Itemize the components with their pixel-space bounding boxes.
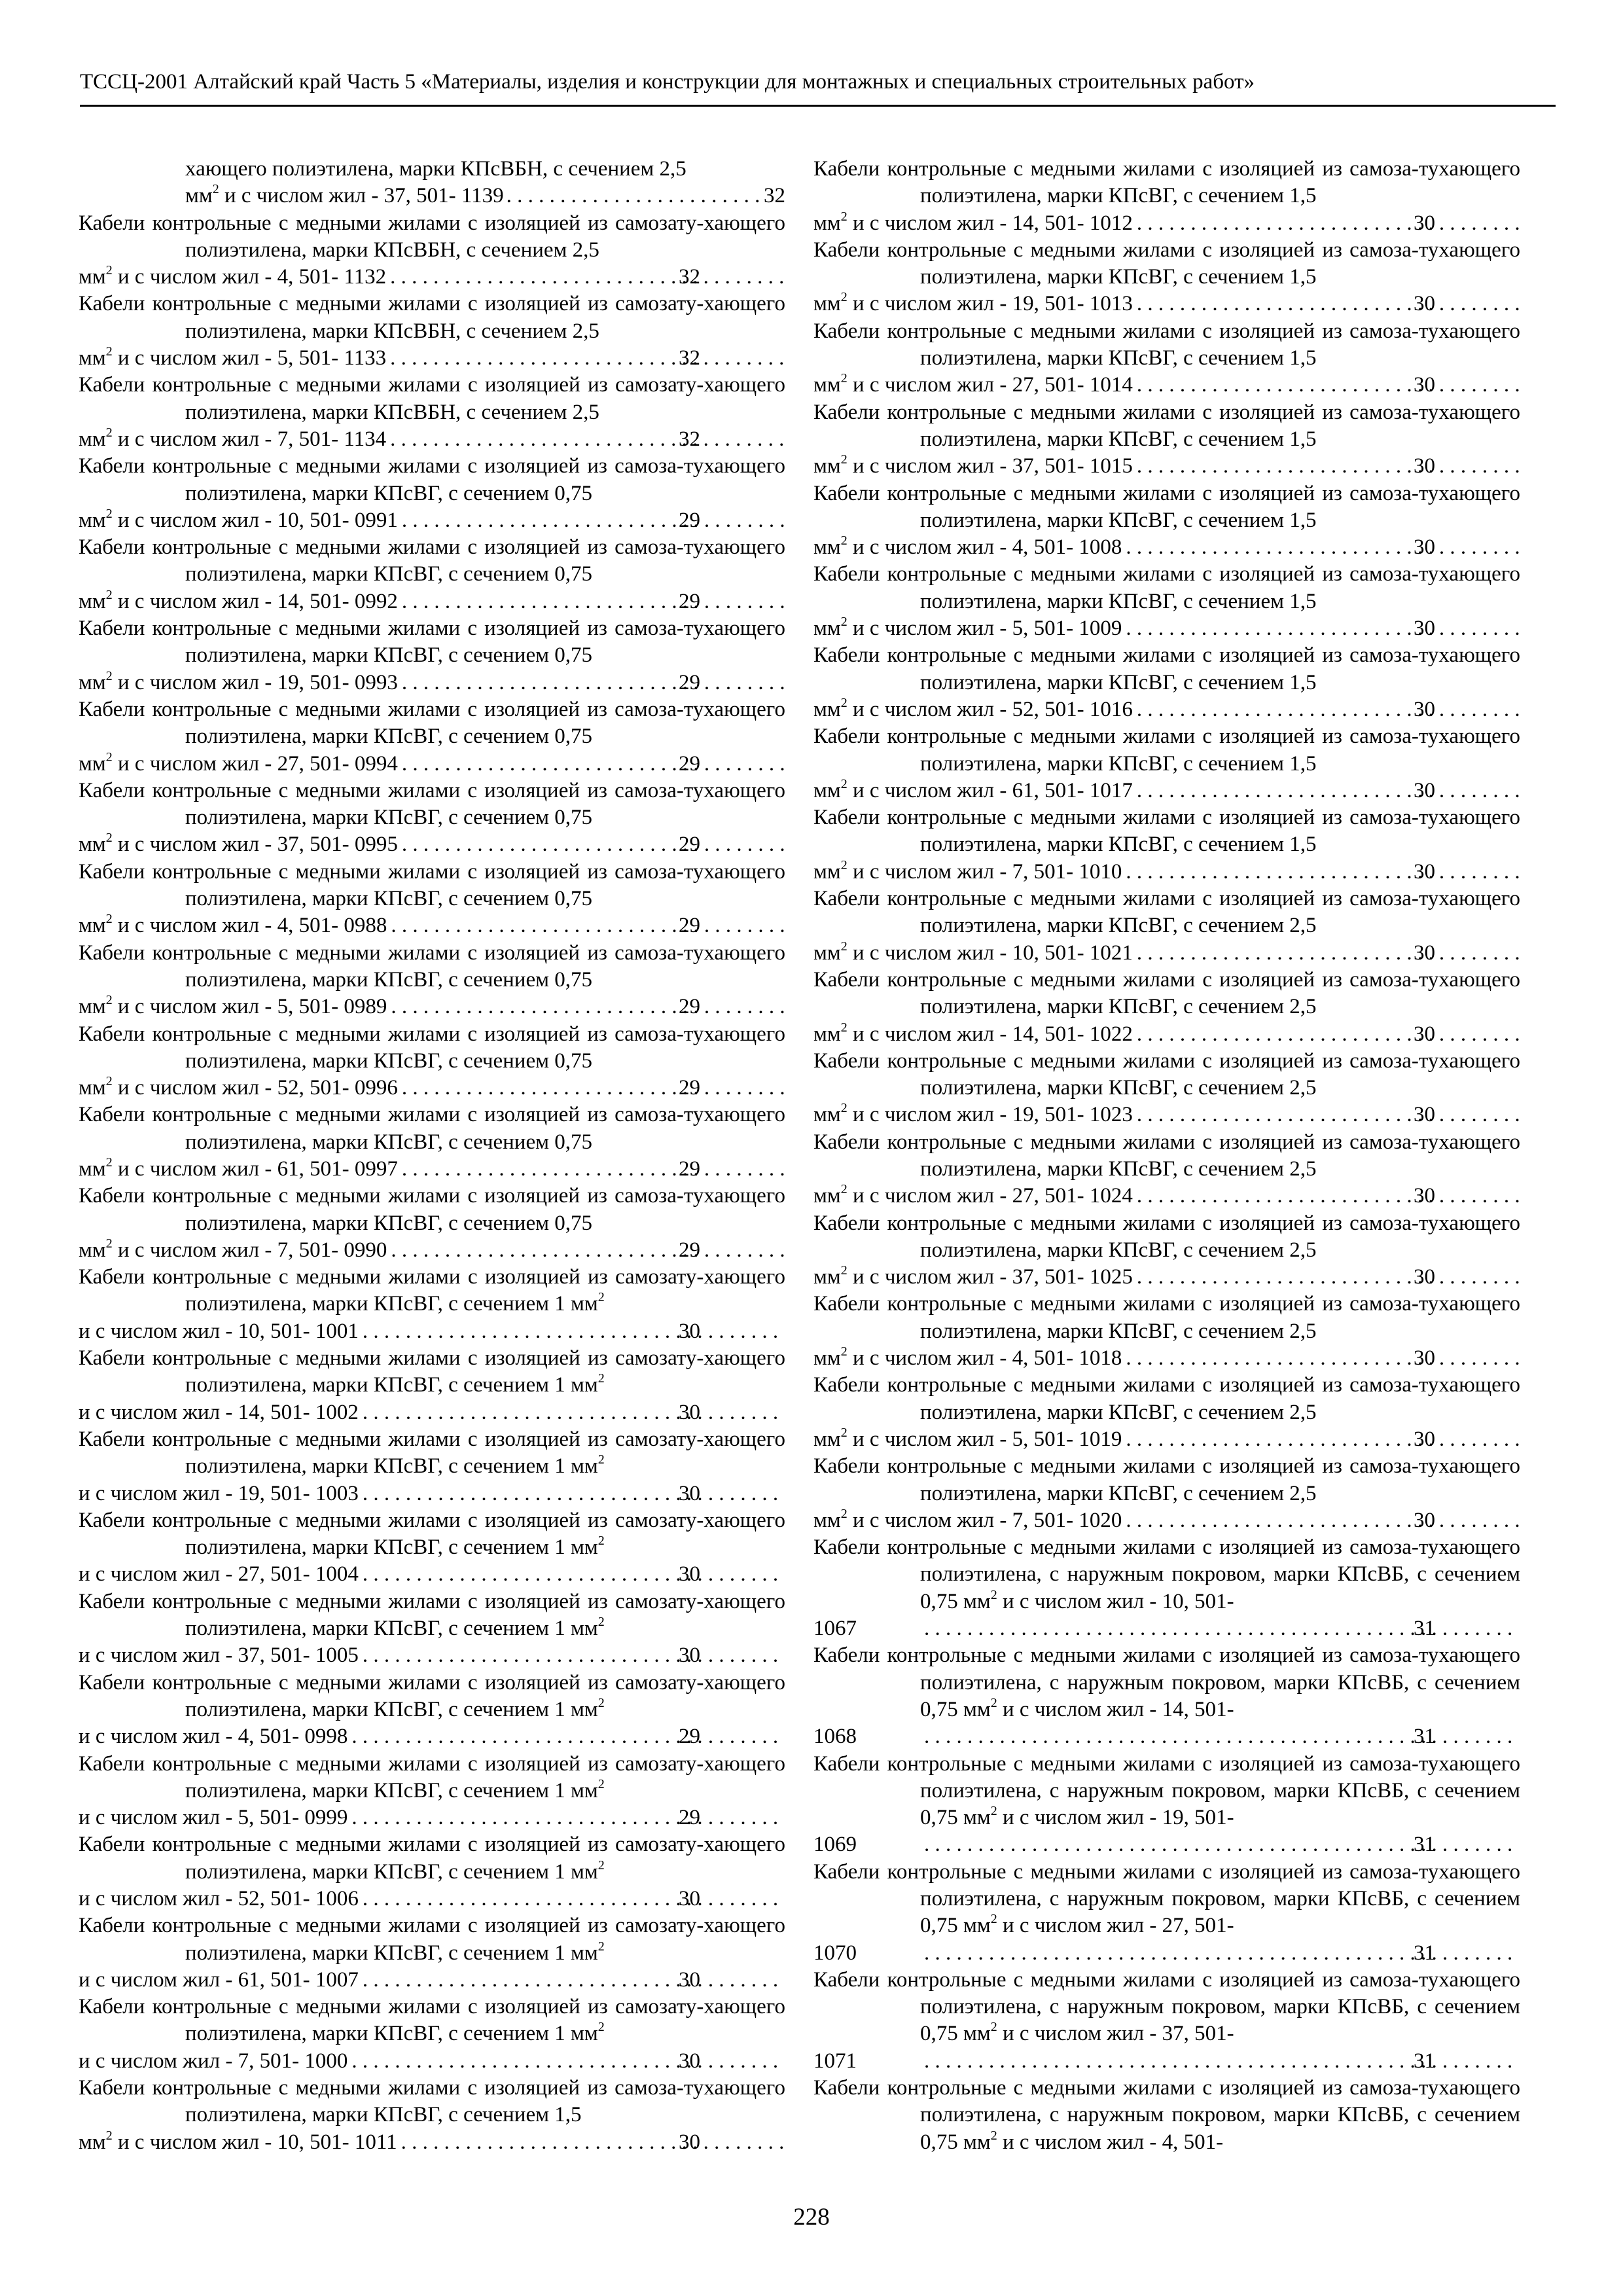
dot-leader xyxy=(1124,534,1519,561)
entry-code: $мм^2$ и с числом жил - 14, 501- 1022 xyxy=(813,1020,1133,1046)
entry-text: Кабели контрольные с медными жилами с изоляцией из самозату-хающего полиэтилена, марки КПсВГ, с сечением 1 $мм^2$ xyxy=(79,1346,785,1397)
index-entry xyxy=(813,1291,1520,1372)
index-column-right xyxy=(813,156,1520,2156)
index-entry xyxy=(813,1372,1520,1453)
index-entry xyxy=(813,1751,1520,1859)
entry-text: Кабели контрольные с медными жилами с изоляцией из самоза-тухающего полиэтилена, марки КПсВГ, с сечением 2,5 xyxy=(813,1049,1520,1100)
entry-leader-line: $мм^2$ и с числом жил - 10, 501- 1021 . . . 30 xyxy=(920,940,1520,967)
entry-leader-line: $мм^2$ и с числом жил - 10, 501- 1011 . . . 30 xyxy=(185,2129,785,2156)
index-entry xyxy=(813,642,1520,723)
index-entry xyxy=(79,210,785,291)
entry-leader-line: и с числом жил - 52, 501- 1006 . . . 30 xyxy=(185,1886,785,1912)
entry-code: и с числом жил - 5, 501- 0999 xyxy=(79,1806,348,1830)
entry-text: Кабели контрольные с медными жилами с изоляцией из самоза-тухающего полиэтилена, марки КПсВГ, с сечением 0,75 xyxy=(79,454,785,505)
dot-leader xyxy=(350,2048,784,2075)
index-entry xyxy=(79,1102,785,1183)
index-entry xyxy=(79,1912,785,1994)
entry-leader-line: 1067 . . . 31 xyxy=(920,1615,1520,1642)
entry-leader-line: и с числом жил - 14, 501- 1002 . . . 30 xyxy=(185,1399,785,1426)
index-entry xyxy=(79,1426,785,1507)
entry-leader-line: $мм^2$ и с числом жил - 7, 501- 1134 . . . 32 xyxy=(185,426,785,453)
entry-text: Кабели контрольные с медными жилами с изоляцией из самоза-тухающего полиэтилена, марки КПсВГ, с сечением 0,75 xyxy=(79,617,785,668)
dot-leader xyxy=(1135,1264,1519,1291)
dot-leader xyxy=(389,1237,784,1264)
entry-leader-line: $мм^2$ и с числом жил - 5, 501- 1133 . . . 32 xyxy=(185,345,785,372)
dot-leader xyxy=(401,507,784,534)
entry-code: $мм^2$ и с числом жил - 27, 501- 0994 xyxy=(79,749,398,776)
entry-code: $мм^2$ и с числом жил - 7, 501- 0990 xyxy=(79,1236,387,1262)
index-entry xyxy=(79,1345,785,1426)
dot-leader xyxy=(1135,291,1519,317)
dot-leader xyxy=(1135,453,1519,480)
index-entry xyxy=(79,615,785,696)
entry-text: Кабели контрольные с медными жилами с изоляцией из самоза-тухающего полиэтилена, марки КПсВГ, с сечением 1,5 xyxy=(813,643,1520,694)
entry-leader-line: $мм^2$ и с числом жил - 10, 501- 0991 . . . 29 xyxy=(185,507,785,534)
entry-code: и с числом жил - 10, 501- 1001 xyxy=(79,1319,359,1343)
dot-leader xyxy=(361,1967,784,1994)
dot-leader xyxy=(350,1723,784,1750)
index-entry xyxy=(79,372,785,453)
entry-code: и с числом жил - 14, 501- 1002 xyxy=(79,1400,359,1424)
entry-text: Кабели контрольные с медными жилами с изоляцией из самозату-хающего полиэтилена, марки КПсВГ, с сечением 1 $мм^2$ xyxy=(79,1751,785,1803)
index-entry xyxy=(813,804,1520,886)
entry-leader-line: $мм^2$ и с числом жил - 7, 501- 1010 . . . 30 xyxy=(920,859,1520,886)
entry-leader-line: и с числом жил - 61, 501- 1007 . . . 30 xyxy=(185,1967,785,1994)
entry-text: Кабели контрольные с медными жилами с изоляцией из самозату-хающего полиэтилена, марки КПсВГ, с сечением 1 $мм^2$ xyxy=(79,1995,785,2046)
dot-leader xyxy=(1124,1507,1519,1534)
index-entry xyxy=(813,967,1520,1048)
index-entry xyxy=(813,1453,1520,1534)
dot-leader xyxy=(401,1075,784,1102)
entry-code: $мм^2$ и с числом жил - 61, 501- 0997 xyxy=(79,1155,398,1181)
entry-leader-line: $мм^2$ и с числом жил - 4, 501- 1018 . . . 30 xyxy=(920,1345,1520,1372)
entry-leader-line: и с числом жил - 27, 501- 1004 . . . 30 xyxy=(185,1561,785,1588)
entry-text: Кабели контрольные с медными жилами с изоляцией из самоза-тухающего полиэтилена, марки КПсВГ, с сечением 1,5 xyxy=(813,400,1520,451)
index-entry xyxy=(79,1021,785,1102)
entry-text: Кабели контрольные с медными жилами с изоляцией из самоза-тухающего полиэтилена, марки КПсВГ, с сечением 0,75 xyxy=(79,1103,785,1154)
dot-leader xyxy=(1135,1183,1519,1210)
index-entry xyxy=(813,1534,1520,1642)
entry-text: Кабели контрольные с медными жилами с изоляцией из самоза-тухающего полиэтилена, марки КПсВГ, с сечением 1,5 xyxy=(813,481,1520,532)
entry-text: хающего полиэтилена, марки КПсВБН, с сечением 2,5 xyxy=(185,157,687,181)
index-entry xyxy=(79,1264,785,1345)
index-entry xyxy=(813,399,1520,480)
entry-code: $мм^2$ и с числом жил - 10, 501- 1011 xyxy=(79,2128,397,2154)
entry-leader-line: $мм^2$ и с числом жил - 19, 501- 1013 . . . 30 xyxy=(920,291,1520,317)
index-entry xyxy=(813,318,1520,399)
entry-page-ref: 32 xyxy=(764,184,785,208)
entry-text: Кабели контрольные с медными жилами с изоляцией из самоза-тухающего полиэтилена, марки КПсВГ, с сечением 0,75 xyxy=(79,859,785,911)
dot-leader xyxy=(401,670,784,696)
entry-leader-line xyxy=(185,183,785,209)
entry-code: $мм^2$ и с числом жил - 52, 501- 0996 xyxy=(79,1074,398,1100)
entry-code: $мм^2$ и с числом жил - 5, 501- 1133 xyxy=(79,344,387,370)
dot-leader xyxy=(1135,940,1519,967)
dot-leader xyxy=(1135,696,1519,723)
entry-leader-line: и с числом жил - 37, 501- 1005 . . . 30 xyxy=(185,1642,785,1669)
dot-leader xyxy=(361,1480,784,1507)
entry-text: Кабели контрольные с медными жилами с изоляцией из самоза-тухающего полиэтилена, с наружным покровом, марки КПсВБ, с сечением 0,75 $мм^2$ и с числом жил - 4, 501- xyxy=(813,2076,1520,2154)
entry-text: Кабели контрольные с медными жилами с изоляцией из самоза-тухающего полиэтилена, марки КПсВГ, с сечением 1,5 xyxy=(813,157,1520,208)
index-entry xyxy=(79,696,785,778)
entry-leader-line: и с числом жил - 19, 501- 1003 . . . 30 xyxy=(185,1480,785,1507)
index-entry xyxy=(79,1831,785,1912)
index-column-left xyxy=(79,156,785,2156)
index-entry xyxy=(79,1588,785,1670)
entry-leader-line: и с числом жил - 5, 501- 0999 . . . 29 xyxy=(185,1804,785,1831)
entry-leader-line: и с числом жил - 7, 501- 1000 . . . 30 xyxy=(185,2048,785,2075)
index-entry xyxy=(813,480,1520,562)
dot-leader xyxy=(1124,1345,1519,1372)
entry-leader-line: $мм^2$ и с числом жил - 52, 501- 1016 . . . 30 xyxy=(920,696,1520,723)
dot-leader xyxy=(401,1156,784,1183)
entry-code: $мм^2$ и с числом жил - 4, 501- 1018 xyxy=(813,1344,1122,1371)
entry-text: Кабели контрольные с медными жилами с изоляцией из самоза-тухающего полиэтилена, марки КПсВГ, с сечением 0,75 xyxy=(79,1022,785,1073)
entry-text: Кабели контрольные с медными жилами с изоляцией из самоза-тухающего полиэтилена, с наружным покровом, марки КПсВБ, с сечением 0,75 $мм^2$ и с числом жил - 10, 501- xyxy=(813,1535,1520,1613)
dot-leader xyxy=(1135,372,1519,399)
dot-leader xyxy=(1124,1426,1519,1453)
entry-leader-line: $мм^2$ и с числом жил - 7, 501- 0990 . . . 29 xyxy=(185,1237,785,1264)
entry-text: Кабели контрольные с медными жилами с изоляцией из самозату-хающего полиэтилена, марки КПсВБН, с сечением 2,5 xyxy=(79,211,785,262)
index-entry xyxy=(79,1183,785,1264)
index-entry xyxy=(813,237,1520,318)
entry-leader-line: $мм^2$ и с числом жил - 37, 501- 0995 . . . 29 xyxy=(185,831,785,858)
dot-leader xyxy=(1124,859,1519,886)
entry-text: Кабели контрольные с медными жилами с изоляцией из самоза-тухающего полиэтилена, с наружным покровом, марки КПсВБ, с сечением 0,75 $мм^2$ и с числом жил - 27, 501- xyxy=(813,1859,1520,1938)
entry-code: $мм^2$ и с числом жил - 19, 501- 1013 xyxy=(813,290,1133,316)
index-entry xyxy=(79,778,785,859)
entry-text: Кабели контрольные с медными жилами с изоляцией из самоза-тухающего полиэтилена, марки КПсВГ, с сечением 1,5 xyxy=(813,725,1520,776)
entry-leader-line: $мм^2$ и с числом жил - 52, 501- 0996 . . . 29 xyxy=(185,1075,785,1102)
entry-text: Кабели контрольные с медными жилами с изоляцией из самоза-тухающего полиэтилена, марки КПсВГ, с сечением 1,5 xyxy=(813,319,1520,370)
entry-leader-line: $мм^2$ и с числом жил - 27, 501- 1014 . . . 30 xyxy=(920,372,1520,399)
entry-code: $мм^2$ и с числом жил - 14, 501- 0992 xyxy=(79,587,398,613)
entry-leader-line: и с числом жил - 4, 501- 0998 . . . 29 xyxy=(185,1723,785,1750)
index-entry xyxy=(813,1048,1520,1129)
dot-leader xyxy=(507,183,762,209)
dot-leader xyxy=(1135,1021,1519,1048)
index-entry xyxy=(813,723,1520,804)
page-number: 228 xyxy=(793,2204,830,2231)
index-entry xyxy=(79,2075,785,2156)
index-entry xyxy=(813,1859,1520,1967)
index-entry xyxy=(813,1129,1520,1210)
index-entry xyxy=(79,859,785,940)
entry-leader-line: 1068 . . . 31 xyxy=(920,1723,1520,1750)
entry-code: $мм^2$ и с числом жил - 37, 501- 0995 xyxy=(79,831,398,857)
entry-text: Кабели контрольные с медными жилами с изоляцией из самоза-тухающего полиэтилена, с наружным покровом, марки КПсВБ, с сечением 0,75 $мм^2$ и с числом жил - 19, 501- xyxy=(813,1751,1520,1830)
dot-leader xyxy=(389,994,784,1020)
entry-code: и с числом жил - 4, 501- 0998 xyxy=(79,1725,348,1749)
index-entry xyxy=(79,534,785,615)
index-entry xyxy=(79,1751,785,1832)
entry-text: Кабели контрольные с медными жилами с изоляцией из самоза-тухающего полиэтилена, марки КПсВГ, с сечением 0,75 xyxy=(79,941,785,992)
entry-leader-line: $мм^2$ и с числом жил - 37, 501- 1025 . . . 30 xyxy=(920,1264,1520,1291)
dot-leader xyxy=(400,2129,784,2156)
dot-leader xyxy=(361,1318,784,1345)
entry-leader-line: $мм^2$ и с числом жил - 4, 501- 1132 . . . 32 xyxy=(185,264,785,291)
entry-code: $мм^2$ и с числом жил - 5, 501- 1009 xyxy=(813,615,1122,641)
dot-leader xyxy=(401,751,784,778)
entry-leader-line: $мм^2$ и с числом жил - 5, 501- 1009 . . . 30 xyxy=(920,615,1520,642)
entry-leader-line: $мм^2$ и с числом жил - 14, 501- 1022 . . . 30 xyxy=(920,1021,1520,1048)
dot-leader xyxy=(361,1642,784,1669)
dot-leader xyxy=(389,264,784,291)
entry-leader-line: 1069 . . . 31 xyxy=(920,1831,1520,1858)
dot-leader xyxy=(1135,1102,1519,1128)
entry-text: Кабели контрольные с медными жилами с изоляцией из самоза-тухающего полиэтилена, марки КПсВГ, с сечением 2,5 xyxy=(813,1454,1520,1505)
entry-code: $мм^2$ и с числом жил - 5, 501- 0989 xyxy=(79,993,387,1019)
entry-leader-line: $мм^2$ и с числом жил - 61, 501- 1017 . . . 30 xyxy=(920,778,1520,804)
entry-text: Кабели контрольные с медными жилами с изоляцией из самозату-хающего полиэтилена, марки КПсВБН, с сечением 2,5 xyxy=(79,373,785,424)
entry-leader-line: $мм^2$ и с числом жил - 5, 501- 0989 . . . 29 xyxy=(185,994,785,1020)
index-entry xyxy=(813,561,1520,642)
index-entry xyxy=(79,291,785,372)
entry-leader-line: 1071 . . . 31 xyxy=(920,2048,1520,2075)
entry-text: Кабели контрольные с медными жилами с изоляцией из самоза-тухающего полиэтилена, марки КПсВГ, с сечением 1,5 xyxy=(813,806,1520,857)
index-entry xyxy=(79,453,785,534)
entry-code: и с числом жил - 27, 501- 1004 xyxy=(79,1562,359,1587)
entry-text: Кабели контрольные с медными жилами с изоляцией из самоза-тухающего полиэтилена, марки КПсВГ, с сечением 1,5 xyxy=(813,238,1520,289)
entry-leader-line: $мм^2$ и с числом жил - 7, 501- 1020 . . . 30 xyxy=(920,1507,1520,1534)
entry-code: $мм^2$ и с числом жил - 7, 501- 1020 xyxy=(813,1506,1122,1532)
running-header: ТССЦ-2001 Алтайский край Часть 5 «Материалы, изделия и конструкции для монтажных и специальных строительных работ» xyxy=(80,70,1255,94)
entry-code: $мм^2$ и с числом жил - 19, 501- 1023 xyxy=(813,1101,1133,1127)
entry-code: и с числом жил - 37, 501- 1005 xyxy=(79,1643,359,1668)
dot-leader xyxy=(389,345,784,372)
entry-text: Кабели контрольные с медными жилами с изоляцией из самоза-тухающего полиэтилена, марки КПсВГ, с сечением 2,5 xyxy=(813,1211,1520,1262)
entry-text: Кабели контрольные с медными жилами с изоляцией из самоза-тухающего полиэтилена, марки КПсВГ, с сечением 2,5 xyxy=(813,967,1520,1019)
dot-leader xyxy=(350,1804,784,1831)
entry-text: Кабели контрольные с медными жилами с изоляцией из самозату-хающего полиэтилена, марки КПсВГ, с сечением 1 $мм^2$ xyxy=(79,1670,785,1721)
dot-leader xyxy=(361,1399,784,1426)
entry-code: $мм^2$ и с числом жил - 7, 501- 1134 xyxy=(79,425,387,451)
entry-leader-line: $мм^2$ и с числом жил - 4, 501- 0988 . . . 29 xyxy=(185,912,785,939)
entry-code: и с числом жил - 52, 501- 1006 xyxy=(79,1887,359,1910)
entry-code: $мм^2$ и с числом жил - 37, 501- 1139 xyxy=(185,182,504,208)
entry-text: Кабели контрольные с медными жилами с изоляцией из самоза-тухающего полиэтилена, марки КПсВГ, с сечением 0,75 xyxy=(79,1184,785,1235)
dot-leader xyxy=(1124,615,1519,642)
entry-code: $мм^2$ и с числом жил - 7, 501- 1010 xyxy=(813,857,1122,884)
index-entry xyxy=(79,156,785,210)
index-entry xyxy=(813,1210,1520,1291)
entry-leader-line: $мм^2$ и с числом жил - 27, 501- 0994 . . . 29 xyxy=(185,751,785,778)
entry-text: Кабели контрольные с медными жилами с изоляцией из самозату-хающего полиэтилена, марки КПсВГ, с сечением 1 $мм^2$ xyxy=(79,1265,785,1316)
dot-leader xyxy=(389,426,784,453)
entry-text: Кабели контрольные с медными жилами с изоляцией из самоза-тухающего полиэтилена, марки КПсВГ, с сечением 1,5 xyxy=(79,2076,785,2127)
entry-code: и с числом жил - 61, 501- 1007 xyxy=(79,1967,359,1992)
index-entry xyxy=(79,1994,785,2075)
entry-text: Кабели контрольные с медными жилами с изоляцией из самоза-тухающего полиэтилена, марки КПсВГ, с сечением 2,5 xyxy=(813,887,1520,938)
entry-text: Кабели контрольные с медными жилами с изоляцией из самоза-тухающего полиэтилена, с наружным покровом, марки КПсВБ, с сечением 0,75 $мм^2$ и с числом жил - 37, 501- xyxy=(813,1967,1520,2046)
dot-leader xyxy=(401,831,784,858)
header-rule xyxy=(80,105,1556,107)
entry-leader-line: $мм^2$ и с числом жил - 4, 501- 1008 . . . 30 xyxy=(920,534,1520,561)
entry-text: Кабели контрольные с медными жилами с изоляцией из самоза-тухающего полиэтилена, марки КПсВГ, с сечением 0,75 xyxy=(79,778,785,830)
dot-leader xyxy=(389,912,784,939)
entry-text: Кабели контрольные с медными жилами с изоляцией из самоза-тухающего полиэтилена, с наружным покровом, марки КПсВБ, с сечением 0,75 $мм^2$ и с числом жил - 14, 501- xyxy=(813,1643,1520,1721)
entry-text: Кабели контрольные с медными жилами с изоляцией из самозату-хающего полиэтилена, марки КПсВГ, с сечением 1 $мм^2$ xyxy=(79,1508,785,1560)
entry-code: $мм^2$ и с числом жил - 52, 501- 1016 xyxy=(813,695,1133,721)
entry-leader-line: $мм^2$ и с числом жил - 5, 501- 1019 . . . 30 xyxy=(920,1426,1520,1453)
entry-text: Кабели контрольные с медными жилами с изоляцией из самозату-хающего полиэтилена, марки КПсВГ, с сечением 1 $мм^2$ xyxy=(79,1833,785,1884)
entry-text: Кабели контрольные с медными жилами с изоляцией из самозату-хающего полиэтилена, марки КПсВГ, с сечением 1 $мм^2$ xyxy=(79,1427,785,1479)
entry-code: $мм^2$ и с числом жил - 10, 501- 0991 xyxy=(79,506,398,532)
entry-text: Кабели контрольные с медными жилами с изоляцией из самоза-тухающего полиэтилена, марки КПсВГ, с сечением 2,5 xyxy=(813,1292,1520,1343)
entry-code: $мм^2$ и с числом жил - 10, 501- 1021 xyxy=(813,939,1133,965)
index-entry xyxy=(813,156,1520,237)
entry-leader-line: $мм^2$ и с числом жил - 14, 501- 0992 . . . 29 xyxy=(185,588,785,615)
entry-code: $мм^2$ и с числом жил - 14, 501- 1012 xyxy=(813,209,1133,235)
dot-leader xyxy=(361,1886,784,1912)
entry-code: $мм^2$ и с числом жил - 19, 501- 0993 xyxy=(79,668,398,694)
index-entry xyxy=(79,940,785,1021)
index-entry xyxy=(79,1507,785,1588)
dot-leader xyxy=(1135,778,1519,804)
index-entry xyxy=(813,1642,1520,1750)
entry-leader-line: $мм^2$ и с числом жил - 37, 501- 1015 . . . 30 xyxy=(920,453,1520,480)
entry-text: Кабели контрольные с медными жилами с изоляцией из самозату-хающего полиэтилена, марки КПсВГ, с сечением 1 $мм^2$ xyxy=(79,1914,785,1965)
entry-code: и с числом жил - 7, 501- 1000 xyxy=(79,2049,348,2073)
entry-text: Кабели контрольные с медными жилами с изоляцией из самоза-тухающего полиэтилена, марки КПсВГ, с сечением 2,5 xyxy=(813,1130,1520,1181)
entry-code: $мм^2$ и с числом жил - 27, 501- 1024 xyxy=(813,1182,1133,1208)
entry-text: Кабели контрольные с медными жилами с изоляцией из самоза-тухающего полиэтилена, марки КПсВГ, с сечением 2,5 xyxy=(813,1373,1520,1424)
dot-leader xyxy=(401,588,784,615)
entry-leader-line: $мм^2$ и с числом жил - 61, 501- 0997 . . . 29 xyxy=(185,1156,785,1183)
entry-code: $мм^2$ и с числом жил - 4, 501- 1132 xyxy=(79,263,387,289)
entry-code: $мм^2$ и с числом жил - 4, 501- 1008 xyxy=(813,533,1122,560)
entry-code: $мм^2$ и с числом жил - 61, 501- 1017 xyxy=(813,776,1133,802)
dot-leader xyxy=(1135,210,1519,237)
entry-code: $мм^2$ и с числом жил - 5, 501- 1019 xyxy=(813,1425,1122,1451)
index-entry xyxy=(813,886,1520,967)
entry-leader-line: $мм^2$ и с числом жил - 27, 501- 1024 . . . 30 xyxy=(920,1183,1520,1210)
index-entry xyxy=(79,1670,785,1751)
entry-text: Кабели контрольные с медными жилами с изоляцией из самозату-хающего полиэтилена, марки КПсВБН, с сечением 2,5 xyxy=(79,292,785,343)
dot-leader xyxy=(361,1561,784,1588)
entry-code: $мм^2$ и с числом жил - 4, 501- 0988 xyxy=(79,912,387,938)
entry-leader-line: 1070 . . . 31 xyxy=(920,1940,1520,1967)
entry-leader-line: $мм^2$ и с числом жил - 19, 501- 0993 . . . 29 xyxy=(185,670,785,696)
entry-code: и с числом жил - 19, 501- 1003 xyxy=(79,1481,359,1505)
entry-text: Кабели контрольные с медными жилами с изоляцией из самозату-хающего полиэтилена, марки КПсВГ, с сечением 1 $мм^2$ xyxy=(79,1589,785,1641)
entry-text: Кабели контрольные с медными жилами с изоляцией из самоза-тухающего полиэтилена, марки КПсВГ, с сечением 0,75 xyxy=(79,697,785,749)
index-entry xyxy=(813,1967,1520,2075)
entry-text: Кабели контрольные с медными жилами с изоляцией из самоза-тухающего полиэтилена, марки КПсВГ, с сечением 0,75 xyxy=(79,535,785,586)
entry-leader-line: $мм^2$ и с числом жил - 14, 501- 1012 . . . 30 xyxy=(920,210,1520,237)
entry-leader-line: $мм^2$ и с числом жил - 19, 501- 1023 . . . 30 xyxy=(920,1102,1520,1128)
entry-code: $мм^2$ и с числом жил - 37, 501- 1015 xyxy=(813,452,1133,478)
entry-code: $мм^2$ и с числом жил - 37, 501- 1025 xyxy=(813,1263,1133,1289)
entry-text: Кабели контрольные с медными жилами с изоляцией из самоза-тухающего полиэтилена, марки КПсВГ, с сечением 1,5 xyxy=(813,562,1520,613)
entry-leader-line: и с числом жил - 10, 501- 1001 . . . 30 xyxy=(185,1318,785,1345)
index-entry xyxy=(813,2075,1520,2156)
entry-code: $мм^2$ и с числом жил - 27, 501- 1014 xyxy=(813,371,1133,397)
